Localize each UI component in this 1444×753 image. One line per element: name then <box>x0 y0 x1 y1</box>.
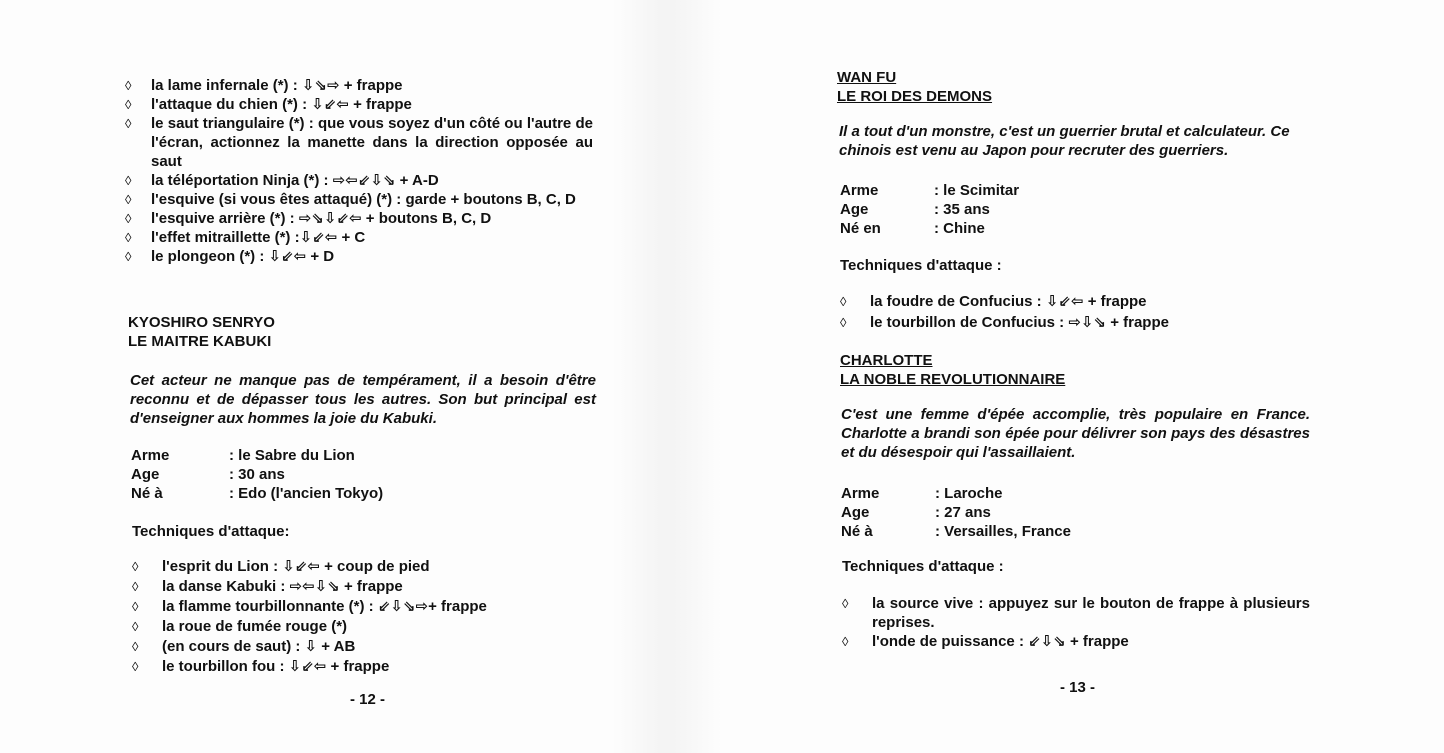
list-item: ◊ l'attaque du chien (*) : ⇩⇙⇦ + frappe <box>125 96 412 113</box>
stat-label: Né en <box>840 220 881 237</box>
diamond-bullet-icon: ◊ <box>132 659 139 674</box>
list-item: ◊ l'esquive (si vous êtes attaqué) (*) : garde + boutons B, C, D <box>125 191 576 208</box>
diamond-bullet-icon: ◊ <box>132 619 139 634</box>
techniques-heading: Techniques d'attaque : <box>842 558 1004 575</box>
stat-label: Age <box>841 504 870 521</box>
list-item: ◊ la téléportation Ninja (*) : ⇨⇦⇙⇩⇘ + A-D <box>125 172 439 189</box>
diamond-bullet-icon: ◊ <box>125 230 132 245</box>
stat-label: Né à <box>131 485 163 502</box>
stat-value: : Chine <box>934 220 985 237</box>
character-title: LE MAITRE KABUKI <box>128 333 272 350</box>
list-item: ◊ la foudre de Confucius : ⇩⇙⇦ + frappe <box>840 293 1147 310</box>
diamond-bullet-icon: ◊ <box>125 116 132 131</box>
character-name: CHARLOTTE <box>840 352 933 369</box>
character-stats <box>841 484 1261 541</box>
list-item: ◊ la roue de fumée rouge (*) <box>132 618 348 635</box>
move-list-previous <box>125 76 593 266</box>
stat-label: Age <box>840 201 869 218</box>
character-name: KYOSHIRO SENRYO <box>128 314 275 331</box>
right-page <box>722 0 1444 753</box>
stat-row <box>131 484 551 503</box>
list-item: ◊ la lame infernale (*) : ⇩⇘⇨ + frappe <box>125 77 403 94</box>
diamond-bullet-icon: ◊ <box>125 173 132 188</box>
diamond-bullet-icon: ◊ <box>125 192 132 207</box>
diamond-bullet-icon: ◊ <box>840 315 847 330</box>
stat-value: : Laroche <box>935 485 1003 502</box>
character-description: C'est une femme d'épée accomplie, très populaire en France. Charlotte a brandi son épée pour délivrer son pays des désastres et du désespoir qui l'assaillaient. <box>841 406 1310 461</box>
stat-row <box>840 181 1260 200</box>
stat-row <box>841 503 1261 522</box>
stat-value: : 30 ans <box>229 466 285 483</box>
diamond-bullet-icon: ◊ <box>840 294 847 309</box>
diamond-bullet-icon: ◊ <box>132 559 139 574</box>
techniques-list <box>842 594 1310 651</box>
list-item: ◊ le plongeon (*) : ⇩⇙⇦ + D <box>125 248 335 265</box>
diamond-bullet-icon: ◊ <box>125 97 132 112</box>
list-item: ◊ la source vive : appuyez sur le bouton de frappe à plusieurs reprises. <box>842 595 1310 631</box>
diamond-bullet-icon: ◊ <box>842 596 849 611</box>
stat-value: : 35 ans <box>934 201 990 218</box>
character-stats <box>840 181 1260 238</box>
diamond-bullet-icon: ◊ <box>132 579 139 594</box>
left-page <box>0 0 612 753</box>
techniques-list <box>132 557 592 677</box>
stat-value: : le Scimitar <box>934 182 1020 199</box>
techniques-heading: Techniques d'attaque: <box>132 523 290 540</box>
list-item: ◊ l'esprit du Lion : ⇩⇙⇦ + coup de pied <box>132 558 430 575</box>
list-item: ◊ (en cours de saut) : ⇩ + AB <box>132 638 356 655</box>
list-item: ◊ le tourbillon fou : ⇩⇙⇦ + frappe <box>132 658 390 675</box>
stat-row <box>841 522 1261 541</box>
page-number: - 13 - <box>1060 679 1096 696</box>
character-heading <box>128 313 428 351</box>
page-gutter <box>612 0 722 753</box>
stat-label: Arme <box>840 182 879 199</box>
character-description: Cet acteur ne manque pas de tempérament, il a besoin d'être reconnu et de dépasser tous les autres. Son but principal est d'enseigner aux hommes la joie du Kabuki. <box>130 372 596 427</box>
diamond-bullet-icon: ◊ <box>125 211 132 226</box>
stat-row <box>131 446 551 465</box>
character-heading <box>837 68 1137 106</box>
page-number: - 12 - <box>350 691 386 708</box>
stat-value: : le Sabre du Lion <box>229 447 355 464</box>
stat-label: Arme <box>841 485 880 502</box>
stat-row <box>840 219 1260 238</box>
character-title: LA NOBLE REVOLUTIONNAIRE <box>840 371 1066 388</box>
diamond-bullet-icon: ◊ <box>125 249 132 264</box>
character-title: LE ROI DES DEMONS <box>837 88 993 105</box>
list-item: ◊ l'effet mitraillette (*) :⇩⇙⇦ + C <box>125 229 366 246</box>
character-stats <box>131 446 551 503</box>
list-item: ◊ la flamme tourbillonnante (*) : ⇙⇩⇘⇨+ frappe <box>132 598 487 615</box>
character-heading <box>840 351 1160 389</box>
stat-value: : 27 ans <box>935 504 991 521</box>
stat-row <box>840 200 1260 219</box>
techniques-heading: Techniques d'attaque : <box>840 257 1002 274</box>
techniques-list <box>840 291 1320 333</box>
list-item: ◊ la danse Kabuki : ⇨⇦⇩⇘ + frappe <box>132 578 403 595</box>
list-item: ◊ le saut triangulaire (*) : que vous soyez d'un côté ou l'autre de l'écran, actionnez la manette dans la direction opposée au saut <box>125 115 593 170</box>
character-description: Il a tout d'un monstre, c'est un guerrier brutal et calculateur. Ce chinois est venu au Japon pour recruter des guerriers. <box>839 123 1290 159</box>
stat-row <box>131 465 551 484</box>
stat-value: : Versailles, France <box>935 523 1071 540</box>
diamond-bullet-icon: ◊ <box>125 78 132 93</box>
stat-value: : Edo (l'ancien Tokyo) <box>229 485 384 502</box>
diamond-bullet-icon: ◊ <box>132 599 139 614</box>
diamond-bullet-icon: ◊ <box>842 634 849 649</box>
list-item: ◊ l'onde de puissance : ⇙⇩⇘ + frappe <box>842 633 1129 650</box>
stat-label: Arme <box>131 447 170 464</box>
list-item: ◊ le tourbillon de Confucius : ⇨⇩⇘ + frappe <box>840 314 1169 331</box>
stat-row <box>841 484 1261 503</box>
stat-label: Age <box>131 466 160 483</box>
list-item: ◊ l'esquive arrière (*) : ⇨⇘⇩⇙⇦ + boutons B, C, D <box>125 210 492 227</box>
diamond-bullet-icon: ◊ <box>132 639 139 654</box>
character-name: WAN FU <box>837 69 897 86</box>
stat-label: Né à <box>841 523 873 540</box>
